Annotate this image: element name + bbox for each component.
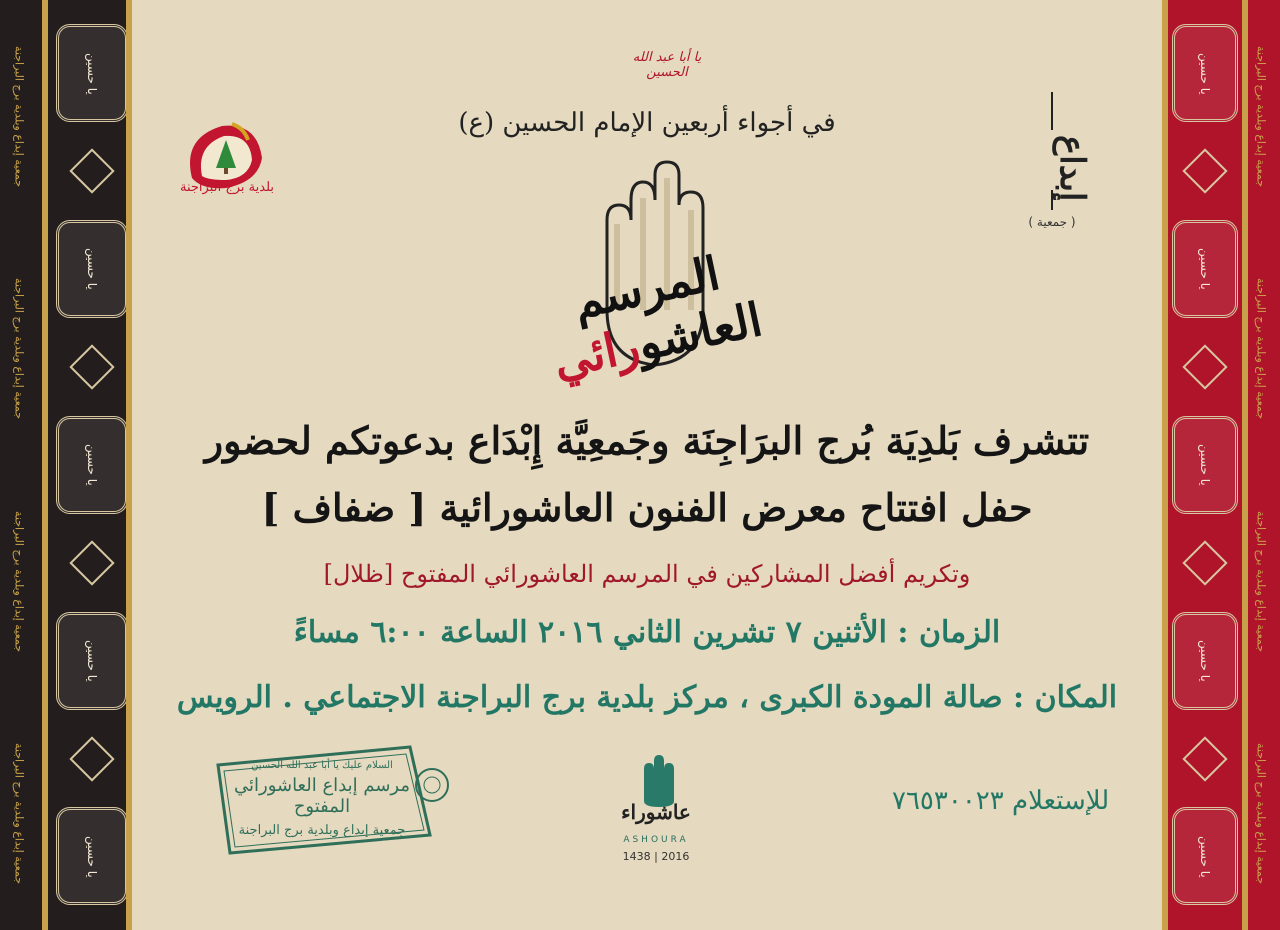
inquiry-phone: للإستعلام ٧٦٥٣٠٠٢٣ xyxy=(892,786,1110,816)
emblem-title-black: المرسم العاشو xyxy=(568,245,767,371)
border-cartouche: يا حسين xyxy=(1172,807,1238,905)
opening-line: حفل افتتاح معرض الفنون العاشورائية [ ضفاف ] xyxy=(261,485,1033,530)
border-medallion xyxy=(69,540,114,585)
border-cartouche: يا حسين xyxy=(1172,612,1238,710)
border-medallion xyxy=(1182,344,1227,389)
invitation-line: تتشرف بَلدِيَة بُرج البرَاجِنَة وجَمعِيَّة إِبْدَاع بدعوتكم لحضور xyxy=(204,418,1090,463)
border-text: جمعية إبداع وبلدية برج البراجنة xyxy=(1254,45,1268,187)
border-cartouche: يا حسين xyxy=(1172,24,1238,122)
border-text: جمعية إبداع وبلدية برج البراجنة xyxy=(12,45,26,187)
right-cartouche-band xyxy=(1172,0,1238,930)
border-medallion xyxy=(69,736,114,781)
left-border-text-column xyxy=(4,0,34,930)
stamp-line: جمعية إبداع وبلدية برج البراجنة xyxy=(238,823,406,838)
border-cartouche: يا حسين xyxy=(56,220,128,318)
border-cartouche: يا حسين xyxy=(56,416,128,514)
gold-stripe xyxy=(1162,0,1168,930)
border-medallion xyxy=(1182,736,1227,781)
gold-stripe xyxy=(42,0,48,930)
subheading: في أجواء أربعين الإمام الحسين (ع) xyxy=(458,108,836,138)
border-text: جمعية إبداع وبلدية برج البراجنة xyxy=(1254,278,1268,420)
right-border-text-column xyxy=(1246,0,1276,930)
border-cartouche: يا حسين xyxy=(56,807,128,905)
border-text: جمعية إبداع وبلدية برج البراجنة xyxy=(12,510,26,652)
border-medallion xyxy=(1182,149,1227,194)
stamp-line: مرسم إبداع العاشورائي المفتوح xyxy=(233,775,411,817)
place-line: المكان : صالة المودة الكبرى ، مركز بلدية برج البراجنة الاجتماعي . الرويس xyxy=(176,680,1118,715)
ibdaa-name: إبداع xyxy=(1052,135,1092,202)
left-border-panel xyxy=(0,0,132,930)
border-cartouche: يا حسين xyxy=(1172,416,1238,514)
ibdaa-subtitle: ( جمعية ) xyxy=(1028,215,1076,229)
emblem-title-red: رائي xyxy=(548,318,645,389)
top-calligraphy: يا أبا عبد الله الحسين xyxy=(632,50,702,80)
ashoura-latin: ASHOURA xyxy=(623,835,689,845)
time-line: الزمان : الأثنين ٧ تشرين الثاني ٢٠١٦ الساعة ٦:٠٠ مساءً xyxy=(293,615,1001,650)
border-text: جمعية إبداع وبلدية برج البراجنة xyxy=(12,278,26,420)
left-cartouche-band xyxy=(56,0,128,930)
honor-line: وتكريم أفضل المشاركين في المرسم العاشورائي المفتوح [ظلال] xyxy=(323,560,971,588)
border-text: جمعية إبداع وبلدية برج البراجنة xyxy=(1254,743,1268,885)
border-text: جمعية إبداع وبلدية برج البراجنة xyxy=(12,743,26,885)
border-cartouche: يا حسين xyxy=(56,24,128,122)
right-border-panel xyxy=(1162,0,1280,930)
border-medallion xyxy=(69,149,114,194)
stamp-text xyxy=(222,760,422,838)
ashoura-name: عاشوراء xyxy=(621,800,691,824)
border-medallion xyxy=(69,344,114,389)
border-cartouche: يا حسين xyxy=(1172,220,1238,318)
ashoura-years: 1438 | 2016 xyxy=(622,850,690,863)
baladiya-name: بلدية برج البراجنة xyxy=(180,180,274,195)
border-cartouche: يا حسين xyxy=(56,612,128,710)
invitation-card xyxy=(132,0,1162,930)
border-text: جمعية إبداع وبلدية برج البراجنة xyxy=(1254,510,1268,652)
border-medallion xyxy=(1182,540,1227,585)
stamp-line: السلام عليك يا أبا عبد الله الحسين xyxy=(251,760,393,771)
